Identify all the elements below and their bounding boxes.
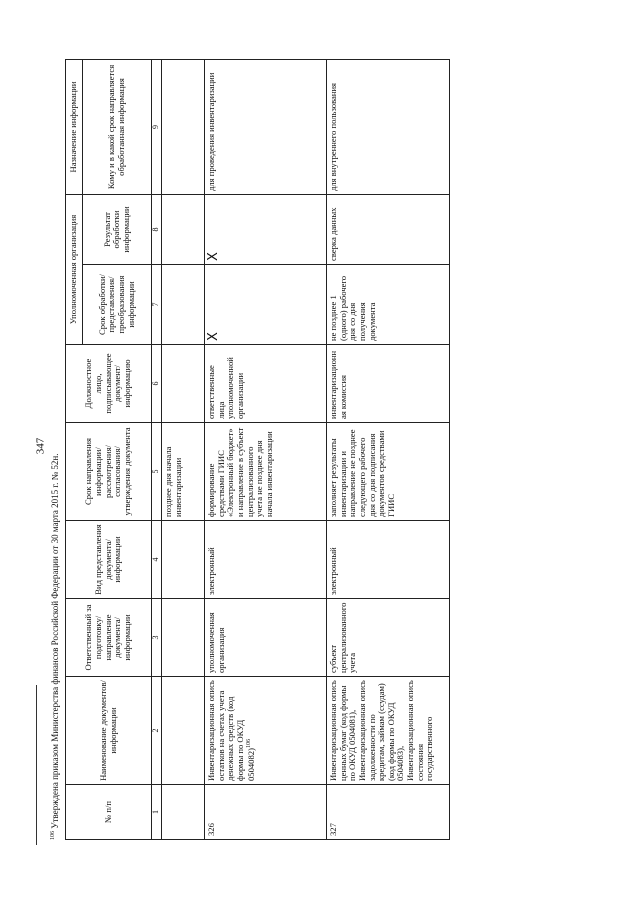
row-number: 327 (327, 785, 450, 840)
header-name: Наименование документов/ информации (66, 677, 152, 785)
row-deadline: формирование средствами ГИИС «Электронный бюджет» и направление в субъект централизованного учета не позднее дня начала инвентаризации (205, 423, 327, 521)
footnote-separator (36, 685, 37, 845)
index-cell: 6 (152, 345, 162, 423)
row-purpose: для проведения инвентаризации (205, 59, 327, 194)
header-signer: Должностное лицо, подписывающее документ/ информацию (66, 345, 152, 423)
index-cell: 3 (152, 599, 162, 677)
row-signer: инвентаризационная комиссия (327, 345, 450, 423)
table-cell (162, 785, 205, 840)
row-number: 326 (205, 785, 327, 840)
table-row (327, 59, 450, 839)
footnote (50, 420, 60, 840)
table-row (205, 59, 327, 839)
header-result: Результат обработки информации (83, 194, 152, 264)
row-result: X (205, 194, 327, 264)
header-group-organization: Уполномоченная организация (66, 194, 83, 344)
table-cell (162, 521, 205, 599)
rotated-table-container (65, 60, 440, 840)
index-cell: 1 (152, 785, 162, 840)
row-responsible: субъект централизованного учета (327, 599, 450, 677)
footnote-mark: 106 (50, 831, 56, 840)
index-cell: 9 (152, 59, 162, 194)
row-result: сверка данных (327, 194, 450, 264)
index-cell: 4 (152, 521, 162, 599)
row-processing: не позднее 1 (одного) рабочего дня со дня получения документа (327, 265, 450, 345)
table-cell-deadline: позднее дня начала инвентаризации (162, 423, 205, 521)
header-num: № п/п (66, 785, 152, 840)
table-cell (162, 599, 205, 677)
header-group-row (66, 59, 83, 839)
table-cell (162, 677, 205, 785)
row-signer: ответственные лица уполномоченной организации (205, 345, 327, 423)
header-responsible: Ответственный за подготовку/ направление документа/ информации (66, 599, 152, 677)
footnote-text: Утверждена приказом Министерства финансов Российской Федерации от 30 марта 2015 г. № 52н. (50, 453, 60, 829)
index-cell: 2 (152, 677, 162, 785)
header-deadline: Срок направления информации/ рассмотрения/ согласования/ утверждения документа (66, 423, 152, 521)
row-processing: X (205, 265, 327, 345)
row-form: электронный (327, 521, 450, 599)
table-cell (162, 194, 205, 264)
table-row-continued (162, 59, 205, 839)
row-document-name: Инвентаризационная опись ценных бумаг (код формы по ОКУД 0504081), Инвентаризационная опись задолженности по кредитам, займам (ссудам) (код формы по ОКУД 0504083), Инвентаризационная опись состояния государственного (327, 677, 450, 785)
row-responsible: уполномоченная организация (205, 599, 327, 677)
page-number: 347 (34, 437, 47, 455)
header-processing: Срок обработки/ представления/ преобразования информации (83, 265, 152, 345)
header-form: Вид представления документа/ информации (66, 521, 152, 599)
footnote-ref: 106 (245, 739, 252, 749)
index-cell: 7 (152, 265, 162, 345)
document-table (65, 59, 450, 840)
row-purpose: для внутреннего пользования (327, 59, 450, 194)
column-index-row (152, 59, 162, 839)
row-form: электронный (205, 521, 327, 599)
header-purpose: Назначение информации (66, 59, 83, 194)
row-deadline: заполняет результаты инвентаризации и направление не позднее следующего рабочего дня со дня подписания документов средствами ГИИС (327, 423, 450, 521)
table-cell (162, 59, 205, 194)
row-document-name (205, 677, 327, 785)
table-cell (162, 345, 205, 423)
header-recipient: Кому и в какой срок направляется обработанная информация (83, 59, 152, 194)
row-document-name-text: Инвентаризационная опись остатков на счетах учета денежных средств (код формы по ОКУД 0504082) (206, 680, 256, 781)
index-cell: 8 (152, 194, 162, 264)
index-cell: 5 (152, 423, 162, 521)
table-cell (162, 265, 205, 345)
